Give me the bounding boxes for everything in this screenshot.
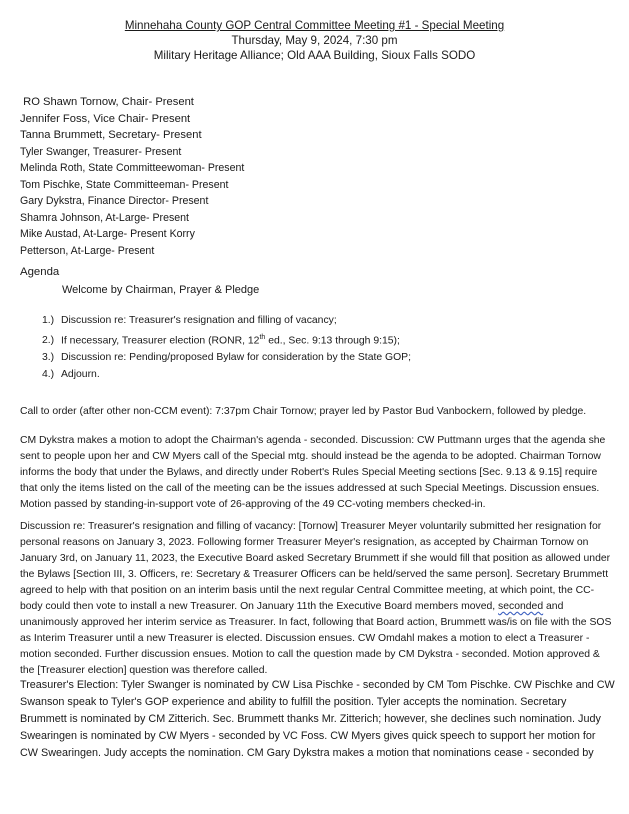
roster-entry: Tanna Brummett, Secretary- Present: [20, 129, 202, 141]
agenda-motion-paragraph: CM Dykstra makes a motion to adopt the Chairman's agenda - seconded. Discussion: CW Puttmann urges that the agenda she sent to people upon her and CW Myers call of the Special mtg. should instead be the agenda to be adopted. Chairman Tornow informs the body that under the Bylaws, and directly under Robert's Rules Special Meeting sections [Sec. 9.13 & 9.15] require that only the items listed on the call of the meeting can be the issues addressed at such Special Meetings. Discussion ensues. Motion passed by standing-in-support vote of 26-approving of the 49 CC-voting members checked-in.: [20, 435, 606, 510]
roster-entry: Mike Austad, At-Large- Present Korry: [20, 228, 195, 240]
agenda-heading: Agenda: [20, 266, 60, 278]
roster-entry: Gary Dykstra, Finance Director- Present: [20, 195, 209, 207]
treasurer-discussion-paragraph: [20, 519, 615, 679]
paragraph-text: and unanimously approved her interim service as Treasurer. In fact, following that Board action, Brummett was/is on file with the SOS as Interim Treasurer until a new Treasurer is elected. Discussion ensues. CW Omdahl makes a motion to elect a Treasurer - motion seconded. Further discussion ensues. Motion to call the question made by CM Dykstra - seconded. Motion approved & the [Treasurer election] question was therefore called.: [20, 601, 612, 676]
agenda-item-text: Discussion re: Pending/proposed Bylaw for consideration by the State GOP;: [61, 352, 412, 364]
agenda-item: [42, 349, 411, 366]
treasurer-election-paragraph: Treasurer's Election: Tyler Swanger is nominated by CW Lisa Pischke - seconded by CM Tom Pischke. CW Pischke and CW Swanson speak to Tyler's GOP experience and ability to fulfill the position. Tyler accepts the nomination. Secretary Brummett is nominated by CM Zitterich. Sec. Brummett thanks Mr. Zitterich; however, she declines such nomination. Judy Swearingen is nominated by CW Myers - seconded by VC Foss. CW Myers gives quick speech to support her motion for CW Swearingen. Judy accepts the nomination. CM Gary Dykstra makes a motion that nominations cease - seconded by: [20, 679, 615, 759]
roster-entry: RO Shawn Tornow, Chair- Present: [20, 96, 194, 108]
roster-entry: Petterson, At-Large- Present: [20, 244, 155, 257]
meeting-header: [0, 18, 629, 63]
agenda-item: [42, 329, 411, 349]
meeting-location: Military Heritage Alliance; Old AAA Building, Sioux Falls SODO: [153, 49, 476, 62]
agenda-item-text: Adjourn.: [61, 369, 100, 381]
attendance-roster: [20, 94, 244, 259]
paragraph-text: Discussion re: Treasurer's resignation and filling of vacancy: [Tornow] Treasurer Meyer voluntarily submitted her resignation for personal reasons on January 3, 2023. Following former Treasurer Meyer's resignation, as accepted by Chairman Tornow on January 3rd, on January 11, 2023, the Executive Board asked Secretary Brummett if she would fill that position as allowed under the Bylaws [Section III, 3. Officers, re: Secretary & Treasurer Officers can be held/served the same person]. Secretary Brummett agreed to help with that position on an interim basis until the next regular Central Committee meeting, at which point, the CC-body could then vote to install a new Treasurer. On January 11th the Executive Board members moved,: [20, 521, 611, 612]
agenda-list: [42, 312, 411, 383]
agenda-item-text: ed., Sec. 9:13 through 9:15);: [265, 335, 400, 347]
spellcheck-flagged-word: seconded: [498, 601, 544, 612]
agenda-item-number: 1.): [42, 315, 55, 326]
call-to-order-paragraph: Call to order (after other non-CCM event): 7:37pm Chair Tornow; prayer led by Pastor Bud Vanbockern, followed by pledge.: [20, 406, 587, 417]
agenda-item-number: 2.): [42, 335, 55, 347]
roster-entry: Melinda Roth, State Committeewoman- Present: [20, 162, 245, 174]
agenda-item: [42, 366, 411, 383]
meeting-date: Thursday, May 9, 2024, 7:30 pm: [231, 34, 398, 47]
agenda-welcome: Welcome by Chairman, Prayer & Pledge: [62, 284, 260, 296]
roster-entry: Shamra Johnson, At-Large- Present: [20, 211, 190, 224]
agenda-item-text: If necessary, Treasurer election (RONR, 12: [61, 335, 260, 347]
roster-entry: Tyler Swanger, Treasurer- Present: [20, 145, 182, 158]
meeting-title: Minnehaha County GOP Central Committee Meeting #1 - Special Meeting: [124, 19, 505, 32]
roster-entry: Tom Pischke, State Committeeman- Present: [20, 178, 229, 191]
agenda-item-number: 4.): [42, 369, 55, 381]
ordinal-superscript: th: [259, 334, 266, 341]
roster-entry: Jennifer Foss, Vice Chair- Present: [20, 112, 191, 125]
agenda-item-number: 3.): [42, 352, 55, 364]
agenda-item: [42, 312, 411, 329]
agenda-item-text: Discussion re: Treasurer's resignation and filling of vacancy;: [61, 315, 337, 326]
